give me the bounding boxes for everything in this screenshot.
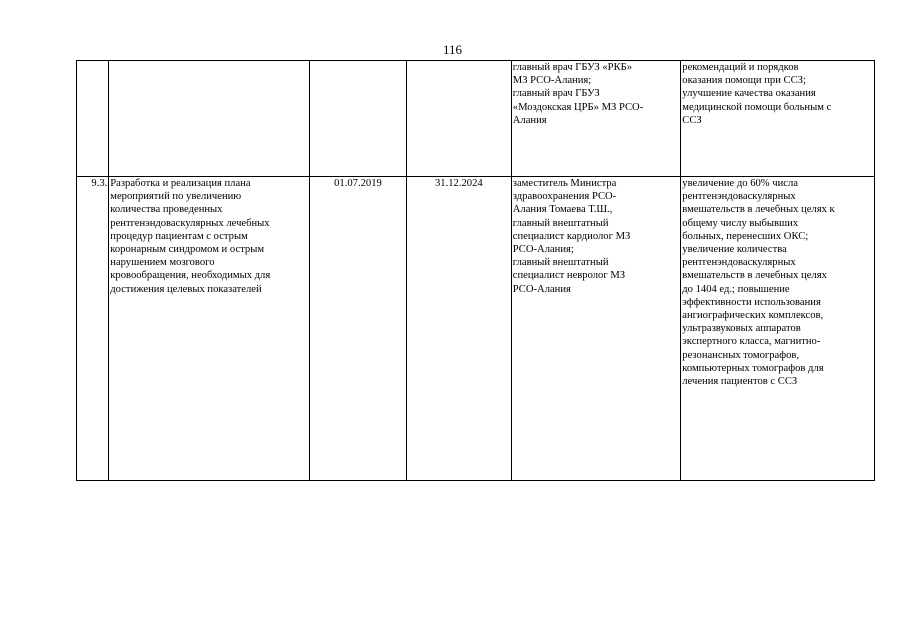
table-row-continued — [77, 61, 875, 177]
start-date-cell — [310, 61, 407, 177]
result-cell — [681, 177, 875, 481]
executor-cell — [511, 61, 680, 177]
activity-plan-table — [76, 60, 875, 481]
activity-cell — [109, 61, 310, 177]
activity-cell — [109, 177, 310, 481]
end-date: 31.12.2024 — [434, 178, 483, 189]
page-number: 116 — [442, 42, 463, 57]
number-cell — [77, 61, 109, 177]
number-cell — [77, 177, 109, 481]
executor-cell — [511, 177, 680, 481]
end-date-cell — [406, 177, 511, 481]
result-text: увеличение до 60% числа рентгенэндоваскулярных вмешательств в лечебных целях к общему числу выбывших больных, перенесших ОКС; увеличение количества рентгенэндоваскулярных вмешательств в лечебных целях до 1404 ед.; повышение эффективности использования ангиографических комплексов, ультразвуковых аппаратов экспертного класса, магнитно- резонансных томографов, компьютерных томографов для лечения пациентов с ССЗ — [682, 178, 835, 388]
activity-text: Разработка и реализация плана мероприятий по увеличению количества проведенных рентгенэндоваскулярных лечебных процедур пациентам с острым коронарным синдромом и острым нарушением мозгового кровообращения, необходимых для достижения целевых показателей — [110, 178, 271, 295]
executor-text: главный врач ГБУЗ «РКБ» МЗ РСО-Алания; главный врач ГБУЗ «Моздокская ЦРБ» МЗ РСО- Алания — [512, 62, 644, 126]
result-text: рекомендаций и порядков оказания помощи при ССЗ; улучшение качества оказания медицинской помощи больным с ССЗ — [682, 62, 832, 126]
start-date-cell — [310, 177, 407, 481]
end-date-cell — [406, 61, 511, 177]
table-row-9-3 — [77, 177, 875, 481]
start-date: 01.07.2019 — [334, 178, 382, 189]
result-cell — [681, 61, 875, 177]
row-number: 9.3. — [91, 178, 108, 189]
executor-text: заместитель Министра здравоохранения РСО- Алания Томаева Т.Ш., главный внештатный специалист кардиолог МЗ РСО-Алания; главный внештатный специалист невролог МЗ РСО-Алания — [512, 178, 631, 295]
